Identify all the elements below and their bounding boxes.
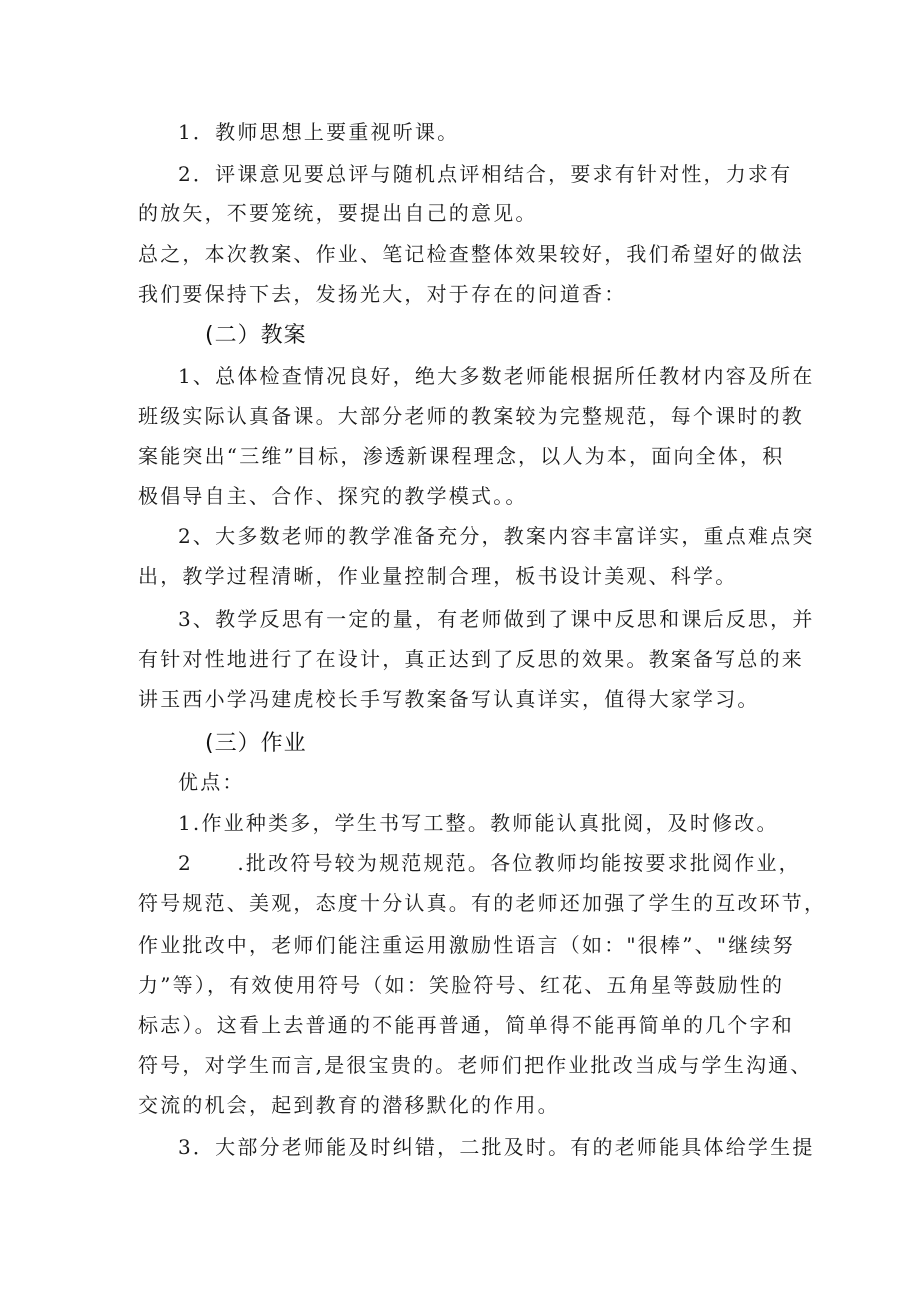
paragraph-line: 符号规范、美观，态度十分认真。有的老师还加强了学生的互改环节， — [138, 891, 827, 915]
paragraph-line: 作业批改中，老师们能注重运用激励性语言（如："很棒”、"继续努 — [138, 933, 795, 957]
paragraph-line: 有针对性地进行了在设计，真正达到了反思的效果。教案备写总的来 — [138, 647, 804, 671]
paragraph-line: 我们要保持下去，发扬光大，对于存在的问道香： — [138, 282, 627, 306]
paragraph-line: 交流的机会，起到教育的潜移默化的作用。 — [138, 1093, 560, 1117]
paragraph-line: 力”等），有效使用符号（如：笑脸符号、红花、五角星等鼓励性的 — [138, 973, 785, 997]
paragraph-line: 1.作业种类多，学生书写工整。教师能认真批阅，及时修改。 — [178, 811, 779, 835]
paragraph-line: 2、大多数老师的教学准备充分，教案内容丰富详实，重点难点突 — [178, 524, 815, 548]
paragraph-line: 符号，对学生而言,是很宝贵的。老师们把作业批改当成与学生沟通、 — [138, 1053, 813, 1077]
paragraph-line: 1．教师思想上要重视听课。 — [178, 120, 460, 144]
paragraph-line: 班级实际认真备课。大部分老师的教案较为完整规范，每个课时的教 — [138, 404, 804, 428]
section-heading-lesson-plans: (二）教案 — [205, 323, 307, 348]
paragraph-line: 3．大部分老师能及时纠错，二批及时。有的老师能具体给学生提 — [178, 1135, 815, 1159]
paragraph-line: 极倡导自主、合作、探究的教学模式。。 — [138, 484, 528, 508]
paragraph-line: 案能突出“三维”目标，渗透新课程理念，以人为本，面向全体，积 — [138, 444, 785, 468]
section-heading-homework: (三）作业 — [205, 731, 307, 756]
paragraph-line: 出，教学过程清晰，作业量控制合理，板书设计美观、科学。 — [138, 564, 738, 588]
paragraph-line: 标志）。这看上去普通的不能再普通，简单得不能再简单的几个字和 — [138, 1013, 794, 1037]
paragraph-line: 3、教学反思有一定的量，有老师做到了课中反思和课后反思，并 — [178, 607, 815, 631]
paragraph-line: 2 .批改符号较为规范规范。各位教师均能按要求批阅作业， — [178, 851, 801, 875]
paragraph-line: 的放矢，不要笼统，要提出自己的意见。 — [138, 201, 538, 225]
paragraph-line: 优点： — [178, 770, 245, 794]
paragraph-line: 2．评课意见要总评与随机点评相结合，要求有针对性，力求有 — [178, 162, 793, 186]
paragraph-line: 总之，本次教案、作业、笔记检查整体效果较好，我们希望好的做法 — [138, 242, 804, 266]
paragraph-line: 1、总体检查情况良好，绝大多数老师能根据所任教材内容及所在 — [178, 364, 815, 388]
paragraph-line: 讲玉西小学冯建虎校长手写教案备写认真详实，值得大家学习。 — [138, 687, 760, 711]
